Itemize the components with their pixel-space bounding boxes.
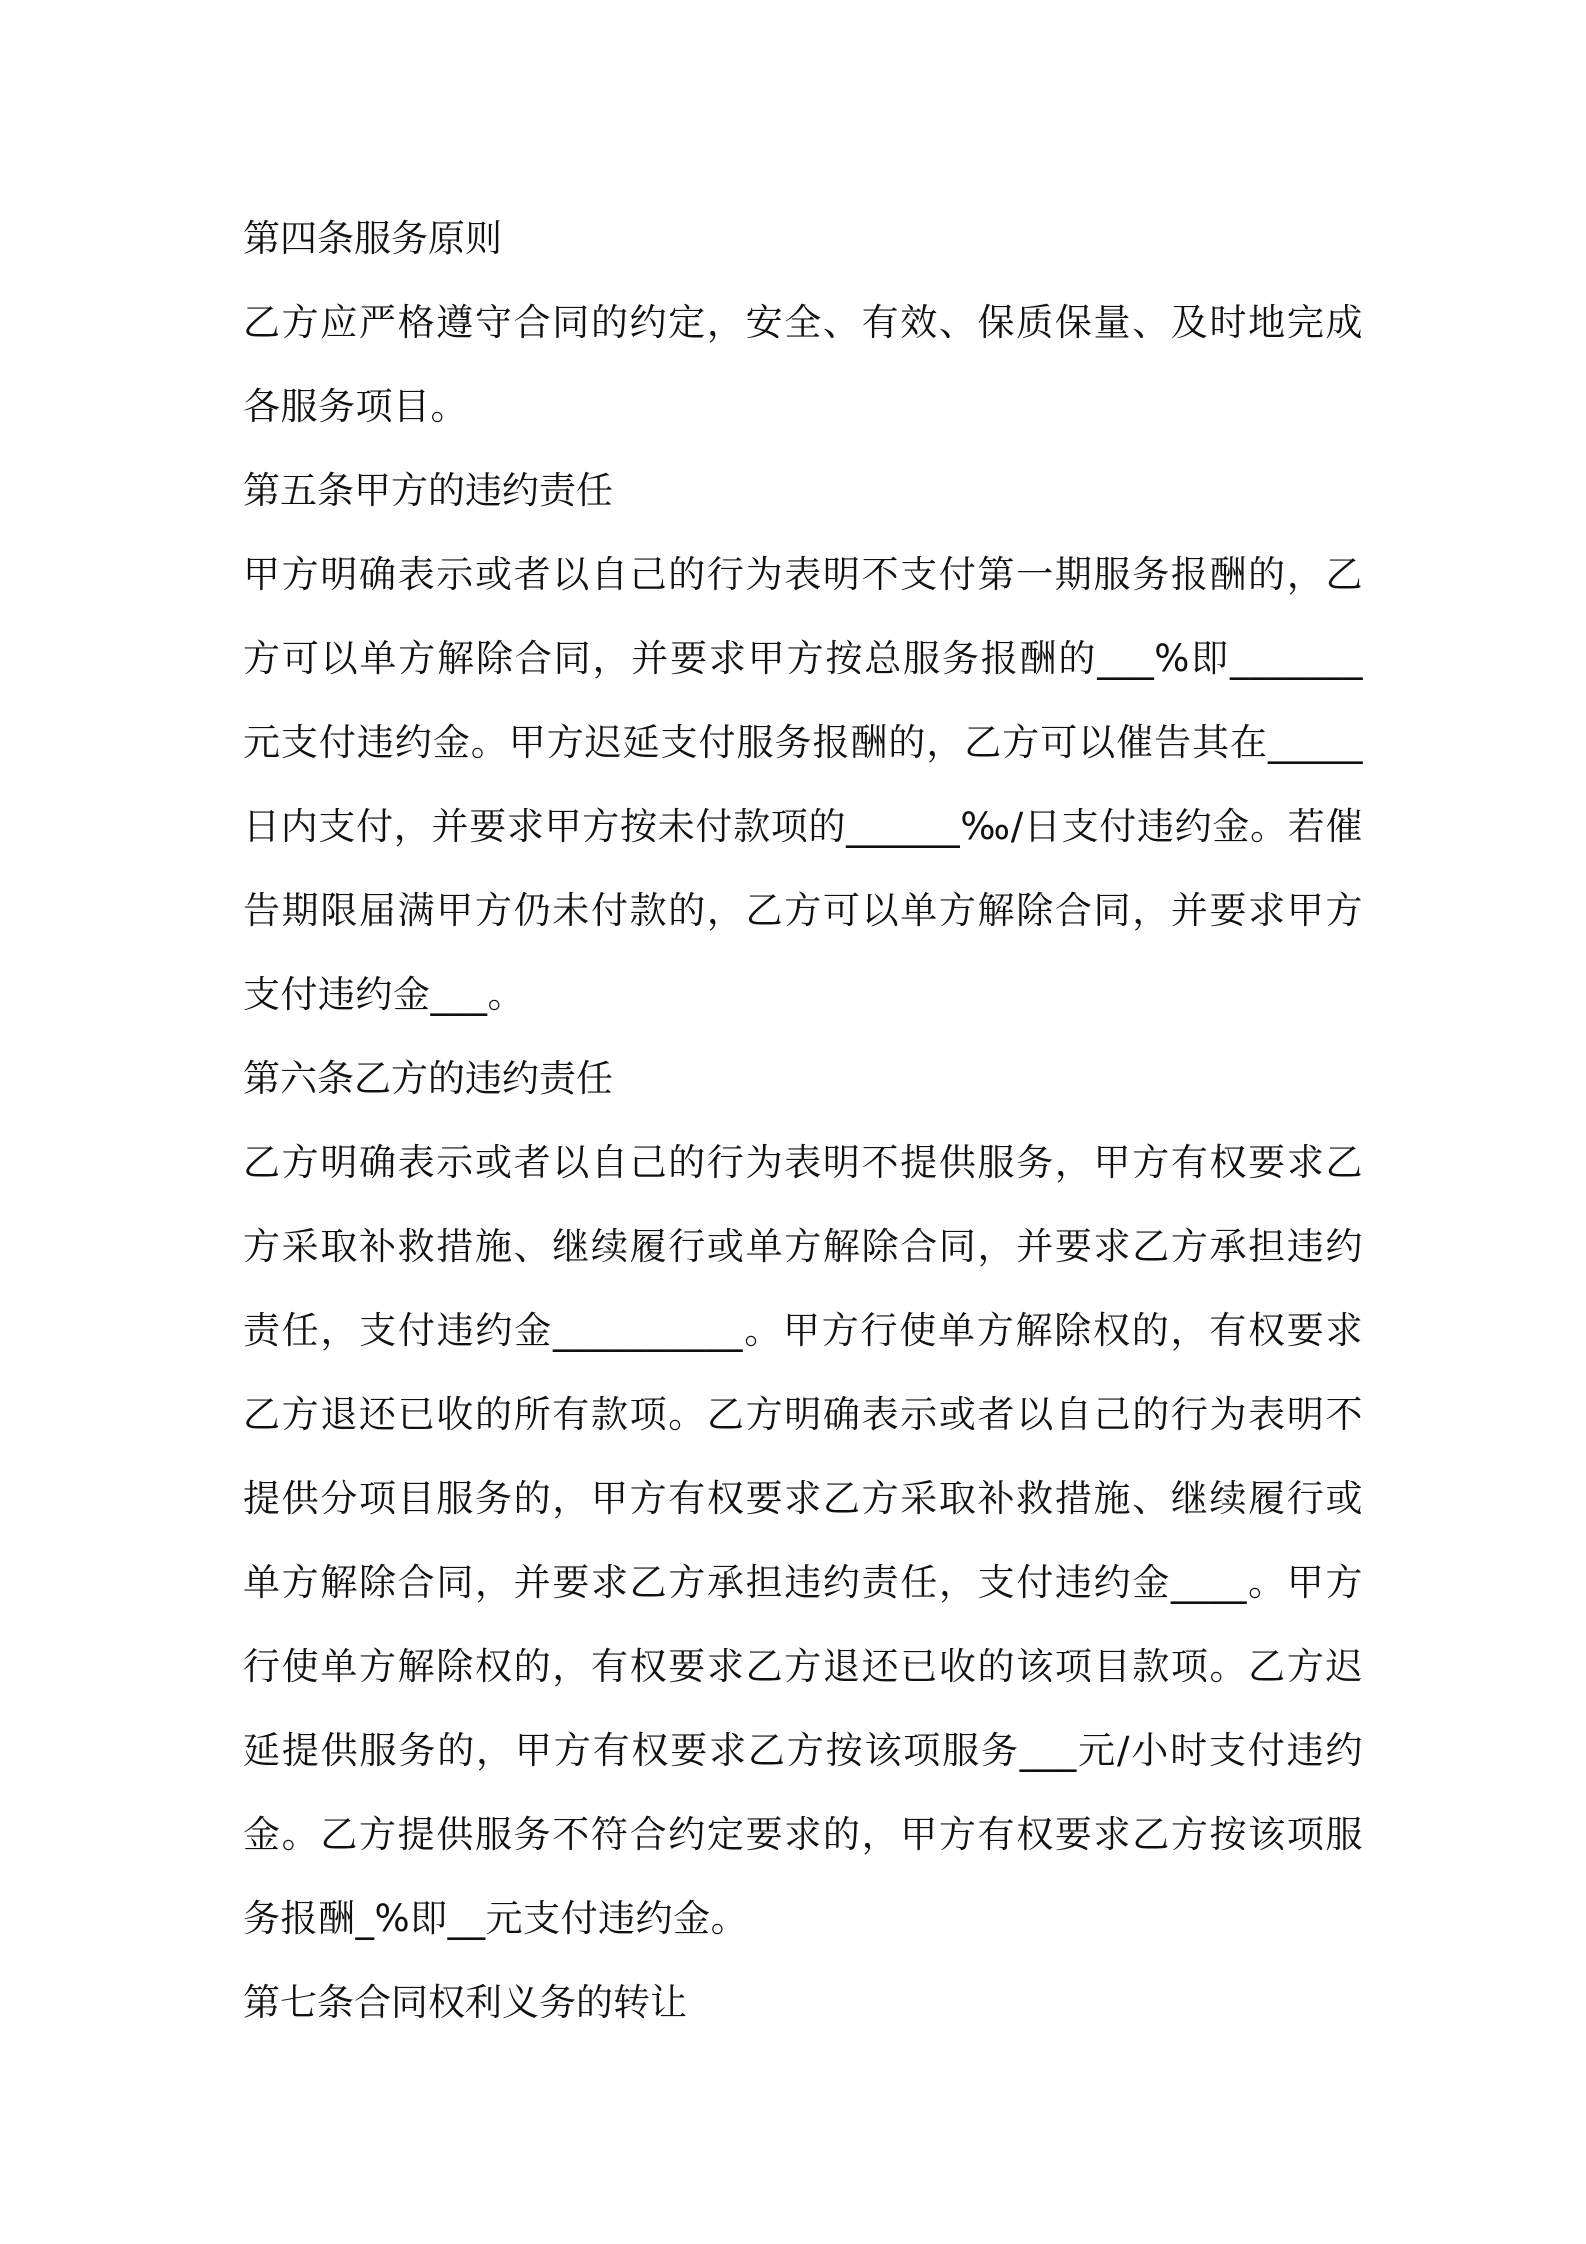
document-body [243, 197, 1363, 2045]
article-4-heading: 第四条服务原则 [243, 217, 502, 260]
article-5-paragraph: 甲方明确表示或者以自己的行为表明不支付第一期服务报酬的，乙方可以单方解除合同，并要求甲方按总服务报酬的___%即_______元支付违约金。甲方迟延支付服务报酬的，乙方可以催告其在_____日内支付，并要求甲方按未付款项的______‰/日支付违约金。若催告期限届满甲方仍未付款的，乙方可以单方解除合同，并要求甲方支付违约金___。 [243, 553, 1363, 1016]
article-6-heading: 第六条乙方的违约责任 [243, 1057, 613, 1100]
article-4-paragraph: 乙方应严格遵守合同的约定，安全、有效、保质保量、及时地完成各服务项目。 [243, 301, 1363, 428]
article-7-heading: 第七条合同权利义务的转让 [243, 1981, 687, 2024]
article-5-heading: 第五条甲方的违约责任 [243, 469, 613, 512]
article-6-paragraph: 乙方明确表示或者以自己的行为表明不提供服务，甲方有权要求乙方采取补救措施、继续履行或单方解除合同，并要求乙方承担违约责任，支付违约金__________。甲方行使单方解除权的，有权要求乙方退还已收的所有款项。乙方明确表示或者以自己的行为表明不提供分项目服务的，甲方有权要求乙方采取补救措施、继续履行或单方解除合同，并要求乙方承担违约责任，支付违约金____。甲方行使单方解除权的，有权要求乙方退还已收的该项目款项。乙方迟延提供服务的，甲方有权要求乙方按该项服务___元/小时支付违约金。乙方提供服务不符合约定要求的，甲方有权要求乙方按该项服务报酬_%即__元支付违约金。 [243, 1141, 1363, 1940]
